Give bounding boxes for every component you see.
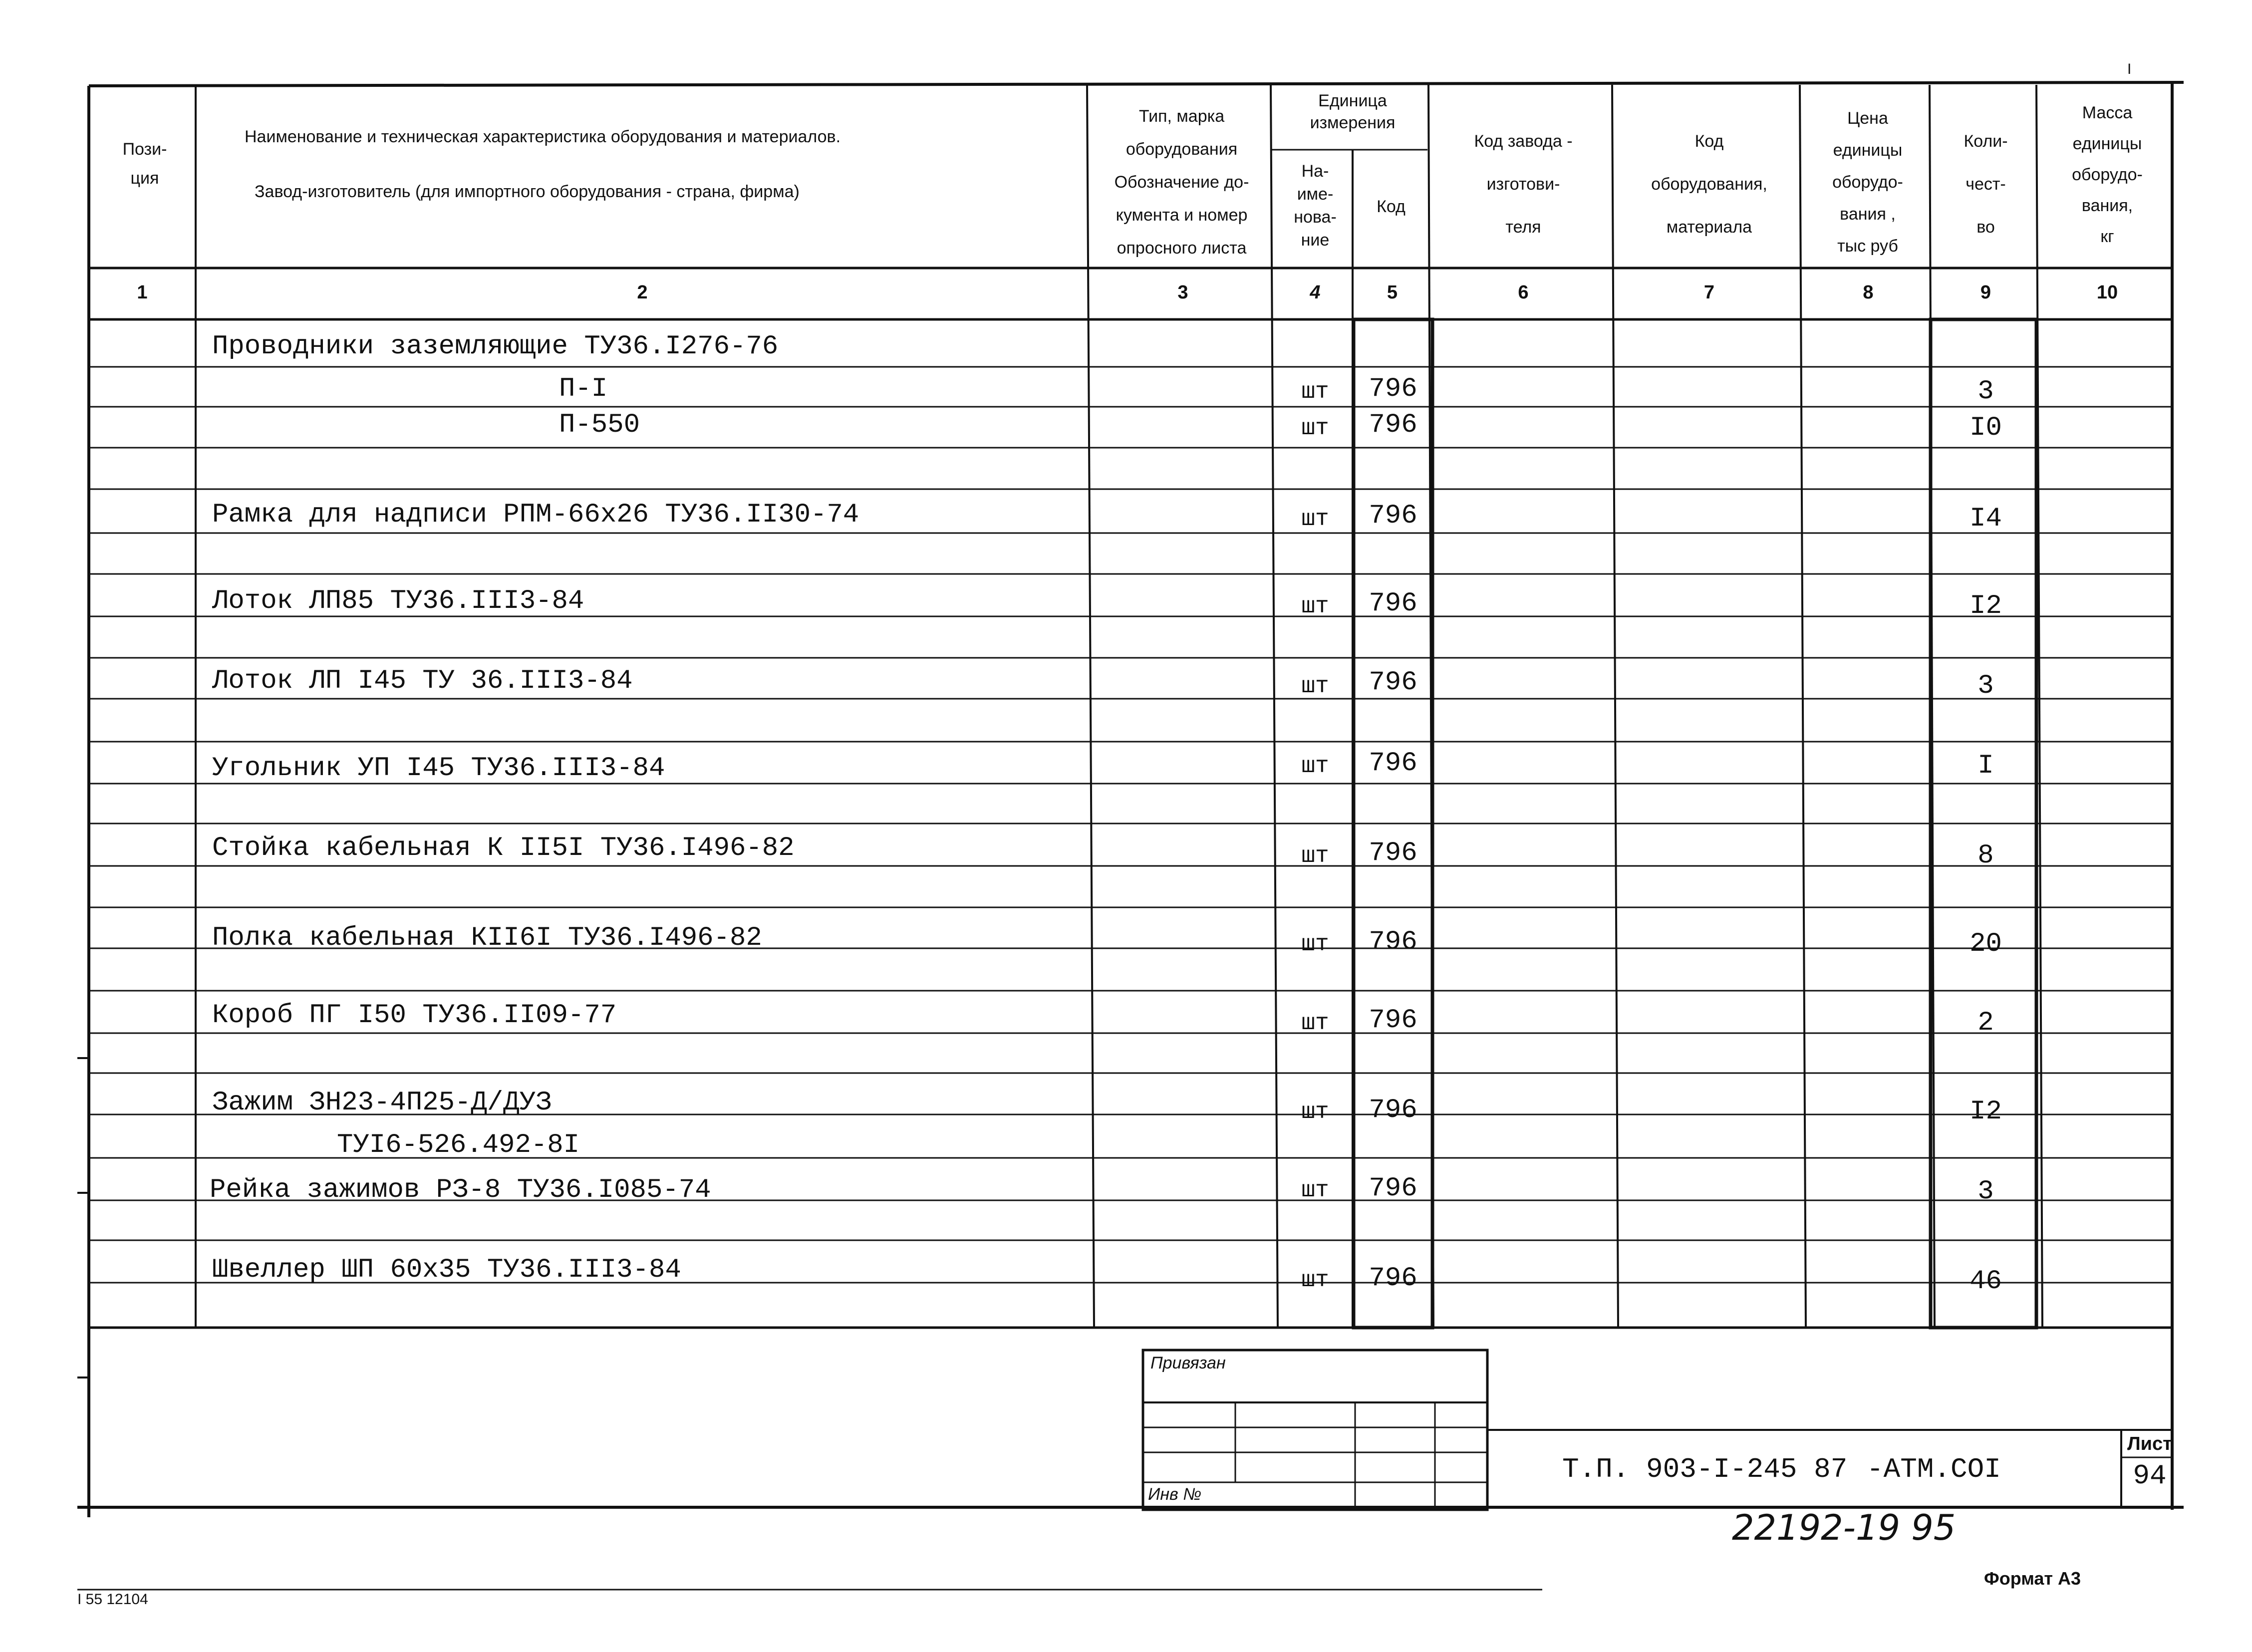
corner-mark: I bbox=[2127, 61, 2132, 77]
column-number: 6 bbox=[1518, 282, 1529, 303]
row-code: 796 bbox=[1369, 588, 1417, 619]
document-suffix: -АТМ.СОI bbox=[1867, 1453, 2001, 1485]
column-number: 2 bbox=[637, 282, 648, 303]
row-code: 796 bbox=[1369, 1095, 1417, 1125]
row-name: Короб ПГ I50 ТУ36.II09-77 bbox=[212, 1000, 617, 1031]
header-type: Тип, марка оборудования Обозначение до- кумента и номер опросного листа bbox=[1114, 107, 1249, 258]
column-number: 9 bbox=[1980, 282, 1991, 303]
column-number: 7 bbox=[1703, 282, 1715, 303]
row-name: Угольник УП I45 ТУ36.III3-84 bbox=[212, 753, 665, 784]
row-code: 796 bbox=[1369, 1173, 1417, 1204]
inventory-number-label: Инв № bbox=[1148, 1485, 1202, 1504]
row-unit: шт bbox=[1301, 1099, 1329, 1125]
column-number: 4 bbox=[1310, 282, 1321, 303]
format-label: Формат А3 bbox=[1984, 1568, 2081, 1589]
header-quantity: Коли- чест- во bbox=[1964, 132, 2008, 237]
row-code: 796 bbox=[1369, 501, 1417, 531]
column-number: 1 bbox=[137, 282, 148, 303]
row-qty: I4 bbox=[1970, 504, 2002, 534]
row-unit: шт bbox=[1301, 673, 1329, 699]
row-name: Стойка кабельная К II5I ТУ36.I496-82 bbox=[212, 833, 795, 863]
row-name: Рамка для надписи РПМ-66х26 ТУ36.II30-74 bbox=[212, 500, 859, 530]
row-unit: шт bbox=[1301, 843, 1329, 869]
sheet-label: Лист bbox=[2127, 1433, 2172, 1454]
column-number: 10 bbox=[2096, 282, 2118, 303]
header-unit-code: Код bbox=[1377, 197, 1406, 216]
row-unit: шт bbox=[1301, 593, 1329, 619]
row-name: П-550 bbox=[559, 410, 640, 440]
header-price: Цена единицы оборудо- вания , тыс руб bbox=[1832, 109, 1903, 256]
row-qty: 8 bbox=[1977, 840, 1994, 871]
row-code: 796 bbox=[1369, 1005, 1417, 1036]
row-qty: I2 bbox=[1970, 1097, 2002, 1127]
row-code: 796 bbox=[1369, 374, 1417, 404]
header-name-line1: Наименование и техническая характеристика оборудования и материалов. bbox=[245, 127, 841, 146]
row-code: 796 bbox=[1369, 667, 1417, 698]
row-name: Полка кабельная КII6I ТУ36.I496-82 bbox=[212, 923, 762, 953]
row-name: Проводники заземляющие ТУ36.I276-76 bbox=[212, 331, 779, 362]
row-unit: шт bbox=[1301, 1267, 1329, 1293]
row-unit: шт bbox=[1301, 1010, 1329, 1036]
row-code: 796 bbox=[1369, 748, 1417, 779]
attached-label: Привязан bbox=[1150, 1354, 1226, 1373]
row-unit: шт bbox=[1301, 415, 1329, 441]
row-qty: I bbox=[1977, 751, 1994, 781]
row-qty: 46 bbox=[1970, 1266, 2002, 1297]
document-code: Т.П. 903-I-245 87 bbox=[1562, 1453, 1848, 1485]
sheet-number: 94 bbox=[2133, 1460, 2167, 1492]
header-equipment-code: Код оборудования, материала bbox=[1651, 132, 1767, 237]
row-name: Лоток ЛП85 ТУ36.III3-84 bbox=[212, 586, 584, 616]
row-qty: 20 bbox=[1970, 929, 2002, 959]
row-qty: 2 bbox=[1977, 1008, 1994, 1038]
footer-code: I 55 12104 bbox=[77, 1591, 148, 1608]
row-name: Рейка зажимов РЗ-8 ТУ36.I085-74 bbox=[210, 1175, 711, 1205]
column-number: 5 bbox=[1387, 282, 1398, 303]
row-qty: 3 bbox=[1977, 376, 1994, 407]
row-unit: шт bbox=[1301, 931, 1329, 957]
row-qty: I2 bbox=[1970, 591, 2002, 621]
row-unit: шт bbox=[1301, 379, 1329, 405]
row-name: Зажим ЗН23-4П25-Д/ДУЗ bbox=[212, 1088, 552, 1118]
row-unit: шт bbox=[1301, 506, 1329, 532]
row-qty: 3 bbox=[1977, 671, 1994, 701]
column-number: 8 bbox=[1863, 282, 1874, 303]
column-number: 3 bbox=[1177, 282, 1188, 303]
row-name: ТУI6-526.492-8I bbox=[337, 1130, 580, 1160]
row-code: 796 bbox=[1369, 1263, 1417, 1294]
header-unit: Единица измерения bbox=[1310, 91, 1396, 132]
row-name: П-I bbox=[559, 374, 608, 404]
header-position: Пози- ция bbox=[122, 140, 167, 188]
row-name: Лоток ЛП I45 ТУ 36.III3-84 bbox=[212, 666, 633, 696]
row-name: Швеллер ШП 60х35 ТУ36.III3-84 bbox=[212, 1255, 681, 1285]
row-unit: шт bbox=[1301, 753, 1329, 779]
header-unit-name: На- име- нова- ние bbox=[1294, 162, 1337, 250]
row-code: 796 bbox=[1369, 838, 1417, 868]
row-code: 796 bbox=[1369, 410, 1417, 440]
row-code: 796 bbox=[1369, 927, 1417, 957]
row-unit: шт bbox=[1301, 1177, 1329, 1203]
row-qty: I0 bbox=[1970, 413, 2002, 443]
header-name-line2: Завод-изготовитель (для импортного оборудования - страна, фирма) bbox=[255, 182, 800, 201]
header-mass: Масса единицы оборудо- вания, кг bbox=[2072, 103, 2143, 246]
row-qty: 3 bbox=[1977, 1176, 1994, 1207]
header-factory-code: Код завода - изготови- теля bbox=[1474, 132, 1573, 237]
handwritten-number: 22192-19 95 bbox=[1732, 1507, 1956, 1548]
